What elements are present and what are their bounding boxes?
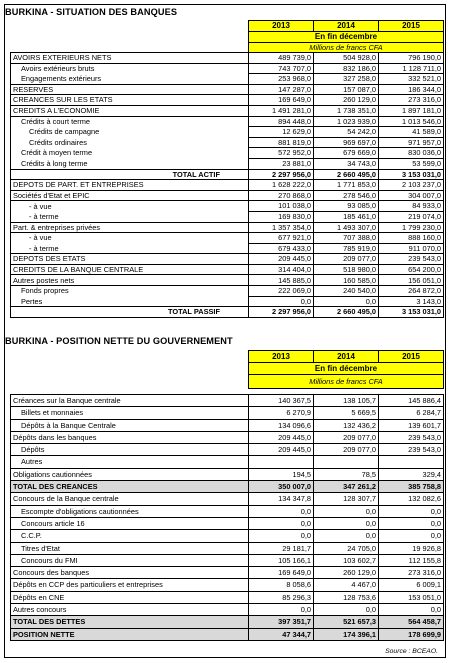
row-label: Avoirs extérieurs bruts	[11, 63, 249, 74]
row-label: Crédits ordinaires	[11, 137, 249, 148]
year-header: 2013	[249, 351, 314, 363]
row-value: 140 367,5	[249, 395, 314, 407]
row-value: 101 038,0	[249, 201, 314, 212]
row-value: 0,0	[249, 517, 314, 529]
row-value: 54 242,0	[314, 127, 379, 138]
table-row	[11, 456, 444, 468]
row-value: 134 347,8	[249, 493, 314, 505]
row-value: 0,0	[379, 505, 444, 517]
row-value: 112 155,8	[379, 554, 444, 566]
table-row	[11, 127, 444, 138]
row-value: 707 388,0	[314, 233, 379, 244]
row-label: Concours des banques	[11, 567, 249, 579]
row-value: 194,5	[249, 468, 314, 480]
row-value: 47 344,7	[249, 628, 314, 640]
row-label: Dépôts en CCP des particuliers et entreprises	[11, 579, 249, 591]
row-value: 157 087,0	[314, 84, 379, 95]
row-value: 139 601,7	[379, 419, 444, 431]
table-row	[11, 505, 444, 517]
row-value: 1 771 853,0	[314, 180, 379, 191]
row-label: Crédits à court terme	[11, 116, 249, 127]
row-value: 6 270,9	[249, 407, 314, 419]
row-value: 169 649,0	[249, 567, 314, 579]
row-value: 0,0	[249, 530, 314, 542]
row-value: 0,0	[379, 530, 444, 542]
year-header: 2014	[314, 21, 379, 32]
table-row	[11, 63, 444, 74]
row-value: 278 546,0	[314, 190, 379, 201]
row-value: 397 351,7	[249, 616, 314, 628]
table1-title: BURKINA - SITUATION DES BANQUES	[5, 7, 178, 17]
row-label: Concours du FMI	[11, 554, 249, 566]
table-row	[11, 286, 444, 297]
table-row	[11, 105, 444, 116]
row-value: 304 007,0	[379, 190, 444, 201]
row-value: 85 296,3	[249, 591, 314, 603]
table-row	[11, 211, 444, 222]
unit-header: Millions de francs CFA	[249, 375, 444, 389]
row-value: 260 129,0	[314, 567, 379, 579]
row-value: 881 819,0	[249, 137, 314, 148]
row-value: 6 284,7	[379, 407, 444, 419]
table-row	[11, 579, 444, 591]
row-value: 178 699,9	[379, 628, 444, 640]
row-value: 222 069,0	[249, 286, 314, 297]
row-label: Autres postes nets	[11, 275, 249, 286]
row-value	[379, 456, 444, 468]
table-row	[11, 169, 444, 180]
row-value: 521 657,3	[314, 616, 379, 628]
row-label: TOTAL ACTIF	[11, 169, 249, 180]
header-blank	[11, 21, 249, 53]
row-value: 145 886,4	[379, 395, 444, 407]
row-value: 209 077,0	[314, 254, 379, 265]
row-value: 327 258,0	[314, 74, 379, 85]
row-value: 1 493 307,0	[314, 222, 379, 233]
row-label: Concours de la Banque centrale	[11, 493, 249, 505]
row-value: 654 200,0	[379, 264, 444, 275]
table-row	[11, 116, 444, 127]
table-row	[11, 419, 444, 431]
row-label: POSITION NETTE	[11, 628, 249, 640]
year-header: 2015	[379, 21, 444, 32]
row-value: 239 543,0	[379, 444, 444, 456]
row-value: 0,0	[379, 604, 444, 616]
row-value: 24 705,0	[314, 542, 379, 554]
table-row	[11, 95, 444, 106]
row-value: 1 023 939,0	[314, 116, 379, 127]
row-value: 185 461,0	[314, 211, 379, 222]
row-label: Autres	[11, 456, 249, 468]
row-label: Sociétés d'Etat et EPIC	[11, 190, 249, 201]
row-label: CREDITS A L'ECONOMIE	[11, 105, 249, 116]
row-label: Part. & entreprises privées	[11, 222, 249, 233]
row-value: 253 968,0	[249, 74, 314, 85]
row-label: CREDITS DE LA BANQUE CENTRALE	[11, 264, 249, 275]
banks-situation-table	[10, 20, 444, 318]
row-value: 1 897 181,0	[379, 105, 444, 116]
table-row	[11, 254, 444, 265]
table-row	[11, 148, 444, 159]
row-value: 2 660 495,0	[314, 307, 379, 318]
row-value: 209 077,0	[314, 431, 379, 443]
header-blank	[11, 351, 249, 389]
row-value: 0,0	[314, 530, 379, 542]
row-value: 0,0	[314, 517, 379, 529]
table-row	[11, 264, 444, 275]
table-row	[11, 158, 444, 169]
row-label: - à terme	[11, 211, 249, 222]
row-value: 679 669,0	[314, 148, 379, 159]
table-row	[11, 190, 444, 201]
row-value: 53 599,0	[379, 158, 444, 169]
row-label: Obligations cautionnées	[11, 468, 249, 480]
row-value: 5 669,5	[314, 407, 379, 419]
table-row	[11, 222, 444, 233]
table-row	[11, 591, 444, 603]
row-value: 518 980,0	[314, 264, 379, 275]
row-value: 93 085,0	[314, 201, 379, 212]
table-row	[11, 233, 444, 244]
table-row	[11, 180, 444, 191]
table-row	[11, 493, 444, 505]
row-label: - à vue	[11, 201, 249, 212]
row-value: 832 186,0	[314, 63, 379, 74]
table-row	[11, 517, 444, 529]
row-label: - à vue	[11, 233, 249, 244]
row-label: RESERVES	[11, 84, 249, 95]
row-label: TOTAL DES DETTES	[11, 616, 249, 628]
row-value: 0,0	[249, 505, 314, 517]
row-value: 29 181,7	[249, 542, 314, 554]
row-value: 1 013 546,0	[379, 116, 444, 127]
row-value: 103 602,7	[314, 554, 379, 566]
table-row	[11, 74, 444, 85]
row-value: 132 436,2	[314, 419, 379, 431]
row-value: 105 166,1	[249, 554, 314, 566]
row-value: 971 957,0	[379, 137, 444, 148]
table-row	[11, 567, 444, 579]
row-value: 8 058,6	[249, 579, 314, 591]
row-label: Billets et monnaies	[11, 407, 249, 419]
row-value: 0,0	[314, 296, 379, 307]
row-value: 830 036,0	[379, 148, 444, 159]
row-label: Concours article 16	[11, 517, 249, 529]
row-label: - à terme	[11, 243, 249, 254]
row-value: 677 921,0	[249, 233, 314, 244]
row-label: Escompte d'obligations cautionnées	[11, 505, 249, 517]
row-label: Crédits à long terme	[11, 158, 249, 169]
row-label: C.C.P.	[11, 530, 249, 542]
row-value: 209 077,0	[314, 444, 379, 456]
row-value: 796 190,0	[379, 53, 444, 64]
row-label: Fonds propres	[11, 286, 249, 297]
row-value: 1 491 281,0	[249, 105, 314, 116]
table-row	[11, 554, 444, 566]
row-value: 0,0	[314, 505, 379, 517]
row-value: 134 096,6	[249, 419, 314, 431]
table-row	[11, 530, 444, 542]
row-value: 785 919,0	[314, 243, 379, 254]
row-value: 679 433,0	[249, 243, 314, 254]
table-row	[11, 275, 444, 286]
row-label: CREANCES SUR LES ETATS	[11, 95, 249, 106]
row-label: Créances sur la Banque centrale	[11, 395, 249, 407]
table-row	[11, 481, 444, 493]
year-header-row	[11, 351, 444, 363]
table-row	[11, 628, 444, 640]
row-value: 240 540,0	[314, 286, 379, 297]
row-value: 264 872,0	[379, 286, 444, 297]
row-value: 0,0	[314, 604, 379, 616]
row-label: Dépôts dans les banques	[11, 431, 249, 443]
row-label: TOTAL DES CREANCES	[11, 481, 249, 493]
table-row	[11, 84, 444, 95]
table2-title: BURKINA - POSITION NETTE DU GOUVERNEMENT	[5, 336, 233, 346]
row-value: 23 881,0	[249, 158, 314, 169]
row-label: Pertes	[11, 296, 249, 307]
period-header: En fin décembre	[249, 32, 444, 43]
row-value: 385 758,8	[379, 481, 444, 493]
row-value: 4 467,0	[314, 579, 379, 591]
row-value: 138 105,7	[314, 395, 379, 407]
row-value: 314 404,0	[249, 264, 314, 275]
row-value: 169 649,0	[249, 95, 314, 106]
government-net-position-table	[10, 350, 444, 641]
row-value: 219 074,0	[379, 211, 444, 222]
row-value: 34 743,0	[314, 158, 379, 169]
row-label: DEPOTS DES ETATS	[11, 254, 249, 265]
row-value: 1 357 354,0	[249, 222, 314, 233]
row-label: Crédits de campagne	[11, 127, 249, 138]
table-row	[11, 243, 444, 254]
table-row	[11, 407, 444, 419]
row-value: 888 160,0	[379, 233, 444, 244]
row-value: 209 445,0	[249, 444, 314, 456]
year-header-row	[11, 21, 444, 32]
row-value: 209 445,0	[249, 254, 314, 265]
table-row	[11, 296, 444, 307]
row-value: 169 830,0	[249, 211, 314, 222]
row-value: 1 628 222,0	[249, 180, 314, 191]
row-value: 19 926,8	[379, 542, 444, 554]
table-row	[11, 395, 444, 407]
row-value: 2 660 495,0	[314, 169, 379, 180]
row-label: DEPOTS DE PART. ET ENTREPRISES	[11, 180, 249, 191]
year-header: 2014	[314, 351, 379, 363]
row-value: 78,5	[314, 468, 379, 480]
row-value: 2 297 956,0	[249, 307, 314, 318]
year-header: 2013	[249, 21, 314, 32]
row-value: 239 543,0	[379, 254, 444, 265]
row-label: Autres concours	[11, 604, 249, 616]
row-value: 260 129,0	[314, 95, 379, 106]
row-value: 894 448,0	[249, 116, 314, 127]
row-label: Titres d'Etat	[11, 542, 249, 554]
row-value: 969 697,0	[314, 137, 379, 148]
row-value: 0,0	[379, 517, 444, 529]
row-value: 128 307,7	[314, 493, 379, 505]
row-value: 270 868,0	[249, 190, 314, 201]
table-row	[11, 604, 444, 616]
row-value: 0,0	[249, 604, 314, 616]
row-value	[314, 456, 379, 468]
row-label: AVOIRS EXTERIEURS NETS	[11, 53, 249, 64]
row-value: 174 396,1	[314, 628, 379, 640]
row-value: 12 629,0	[249, 127, 314, 138]
row-value	[249, 456, 314, 468]
table-row	[11, 542, 444, 554]
row-value: 489 739,0	[249, 53, 314, 64]
row-value: 128 753,6	[314, 591, 379, 603]
row-value: 145 885,0	[249, 275, 314, 286]
row-value: 911 070,0	[379, 243, 444, 254]
row-value: 147 287,0	[249, 84, 314, 95]
row-value: 0,0	[249, 296, 314, 307]
table-row	[11, 307, 444, 318]
row-value: 350 007,0	[249, 481, 314, 493]
row-value: 160 585,0	[314, 275, 379, 286]
table-row	[11, 444, 444, 456]
row-value: 1 128 711,0	[379, 63, 444, 74]
row-value: 156 051,0	[379, 275, 444, 286]
row-value: 2 297 956,0	[249, 169, 314, 180]
table-row	[11, 201, 444, 212]
unit-header: Millions de francs CFA	[249, 43, 444, 53]
row-label: Dépôts en CNE	[11, 591, 249, 603]
row-value: 1 738 351,0	[314, 105, 379, 116]
row-value: 273 316,0	[379, 95, 444, 106]
row-value: 3 153 031,0	[379, 169, 444, 180]
row-value: 3 143,0	[379, 296, 444, 307]
row-value: 239 543,0	[379, 431, 444, 443]
row-value: 41 589,0	[379, 127, 444, 138]
table-row	[11, 53, 444, 64]
row-value: 132 082,6	[379, 493, 444, 505]
row-value: 209 445,0	[249, 431, 314, 443]
row-label: Dépôts à la Banque Centrale	[11, 419, 249, 431]
row-label: TOTAL PASSIF	[11, 307, 249, 318]
table-row	[11, 431, 444, 443]
row-value: 84 933,0	[379, 201, 444, 212]
table-row	[11, 137, 444, 148]
source-note: Source : BCEAO.	[385, 648, 438, 655]
row-value: 743 707,0	[249, 63, 314, 74]
row-value: 572 952,0	[249, 148, 314, 159]
row-value: 329,4	[379, 468, 444, 480]
row-value: 3 153 031,0	[379, 307, 444, 318]
row-value: 564 458,7	[379, 616, 444, 628]
row-value: 347 261,2	[314, 481, 379, 493]
row-value: 1 799 230,0	[379, 222, 444, 233]
year-header: 2015	[379, 351, 444, 363]
row-value: 6 009,1	[379, 579, 444, 591]
period-header: En fin décembre	[249, 363, 444, 375]
row-label: Engagements extérieurs	[11, 74, 249, 85]
row-label: Crédit à moyen terme	[11, 148, 249, 159]
row-label: Dépôts	[11, 444, 249, 456]
row-value: 2 103 237,0	[379, 180, 444, 191]
row-value: 504 928,0	[314, 53, 379, 64]
table-row	[11, 468, 444, 480]
row-value: 332 521,0	[379, 74, 444, 85]
row-value: 186 344,0	[379, 84, 444, 95]
row-value: 153 051,0	[379, 591, 444, 603]
table-row	[11, 616, 444, 628]
row-value: 273 316,0	[379, 567, 444, 579]
